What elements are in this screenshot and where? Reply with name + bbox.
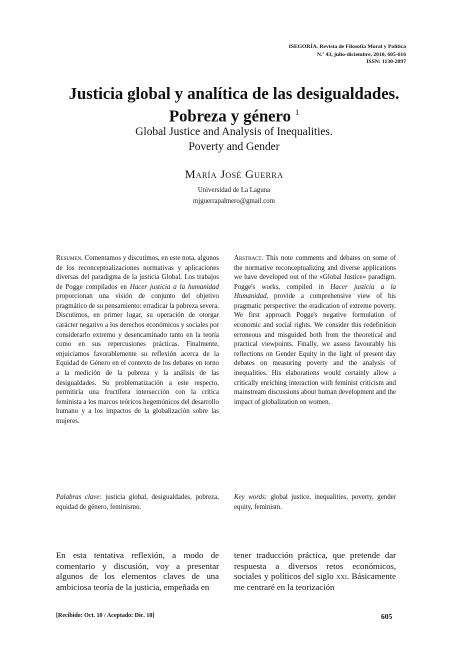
abstract-en-text-2: , provide a comprehensive view of his pragmatic perspective: the eradication of extreme poverty. We first approach Pogge's negative formulation of economic and social rights. We consider this redefinition erroneous and misguided both from the theoretical and practical viewpoints. Finally, we assess favourably his reflections on Gender Equity in the light of present day debates on measuring poverty and the analysis of inequalities. His elaborations would certainly allow a critically enriching interaction with feminist criticism and mainstream discussions about human development and the impact of globalization on women.	[234, 293, 396, 406]
abstract-es-book-title: Hacer justicia a la humanidad	[129, 283, 219, 291]
page-number: 605	[381, 612, 393, 621]
title-es-line1: Justicia global y analítica de las desigualdades.	[68, 84, 400, 103]
abstract-es-label: Resumen.	[56, 255, 83, 262]
keywords-es-label: Palabras clave:	[56, 494, 102, 501]
received-accepted-dates: [Recibido: Oct. 10 / Aceptado: Dic. 10]	[56, 613, 155, 619]
keywords-english	[234, 493, 396, 512]
author-email[interactable]: mjguerrapalmero@gmail.com	[193, 198, 275, 205]
author-name: María José Guerra	[184, 167, 284, 181]
author-affiliation: Universidad de La Laguna	[197, 187, 271, 194]
article-title-spanish	[40, 84, 428, 126]
body-text-right	[234, 550, 396, 592]
article-title-english	[40, 125, 428, 154]
title-es-line2-wrap	[40, 103, 428, 126]
title-footnote-mark[interactable]: 1	[295, 108, 300, 117]
keywords-es-text: justicia global, desigualdades, pobreza, equidad de género, feminismo.	[56, 494, 219, 511]
body-text-left: En esta tentativa reflexión, a modo de comentario y discusión, voy a presentar algunos de los elementos claves de una ambiciosa teoría de la justicia, empeñada en	[56, 550, 219, 592]
journal-name: ISEGORÍA. Revista de Filosofía Moral y Política	[288, 44, 406, 50]
abstract-spanish	[56, 254, 219, 426]
abstract-en-book-title: Hacer justicia a la Humanidad	[234, 283, 397, 301]
abstract-en-text-1: This note comments and debates on some of the normative reconceptualizing and diverse applications we have developed out of the «Global Justice» paradigm. Pogge's works, compiled in	[234, 255, 396, 291]
keywords-spanish	[56, 493, 219, 512]
journal-issn: ISSN: 1130-2097	[366, 59, 406, 66]
keywords-en-text: global justice, inequalities, poverty, gender equity, feminism.	[234, 494, 397, 511]
author-affiliation-block	[40, 185, 428, 207]
abstract-es-text-1: Comentamos y discutimos, en este nota, algunos de los reconceptualizaciones normativas y aplicaciones diversas del paradigma de la justicia Global. Los trabajos de Pogge compilados en	[56, 255, 219, 291]
abstract-es-text-2: proporcionan una visión de conjunto del objetivo pragmático de su pensamiento: erradicar la pobreza severa. Discutimos, en primer lugar, su operación de otorgar carácter negativo a los derechos económicos y sociales por considerarlo extremo y desencaminado tanto en la teoría como en sus repercusiones prácticas. Finalmente, enjuiciamos favorablemente su reflexión acerca de la Equidad de Género en el contexto de los debates en torno a la medición de la pobreza y la análisis de las desigualdades. Su problematización a este respecto, permitiría una fructífera intersección con la crítica feminista a los marcos teóricos hegemónicos del desarrollo humano y a los impactos de la globalización sobre las mujeres.	[56, 293, 219, 425]
body-right-text-1: tener traducción práctica, que pretende dar respuesta a diversos retos económicos, sociales y políticos del siglo	[234, 550, 396, 582]
title-es-line2: Pobreza y género	[168, 106, 291, 126]
journal-header	[206, 44, 406, 67]
journal-issue: N.º 43, julio-diciembre, 2010, 605-616	[316, 51, 406, 58]
title-en-line1: Global Justice and Analysis of Inequalities.	[135, 126, 333, 138]
abstract-english	[234, 254, 396, 407]
century-numeral: xxi	[336, 571, 347, 582]
abstract-en-label: Abstract.	[234, 255, 264, 262]
keywords-en-label: Key words:	[234, 494, 268, 501]
title-en-line2: Poverty and Gender	[188, 140, 280, 153]
body-right-text-2: . Básicamente me centraré en la teorización	[234, 571, 396, 592]
